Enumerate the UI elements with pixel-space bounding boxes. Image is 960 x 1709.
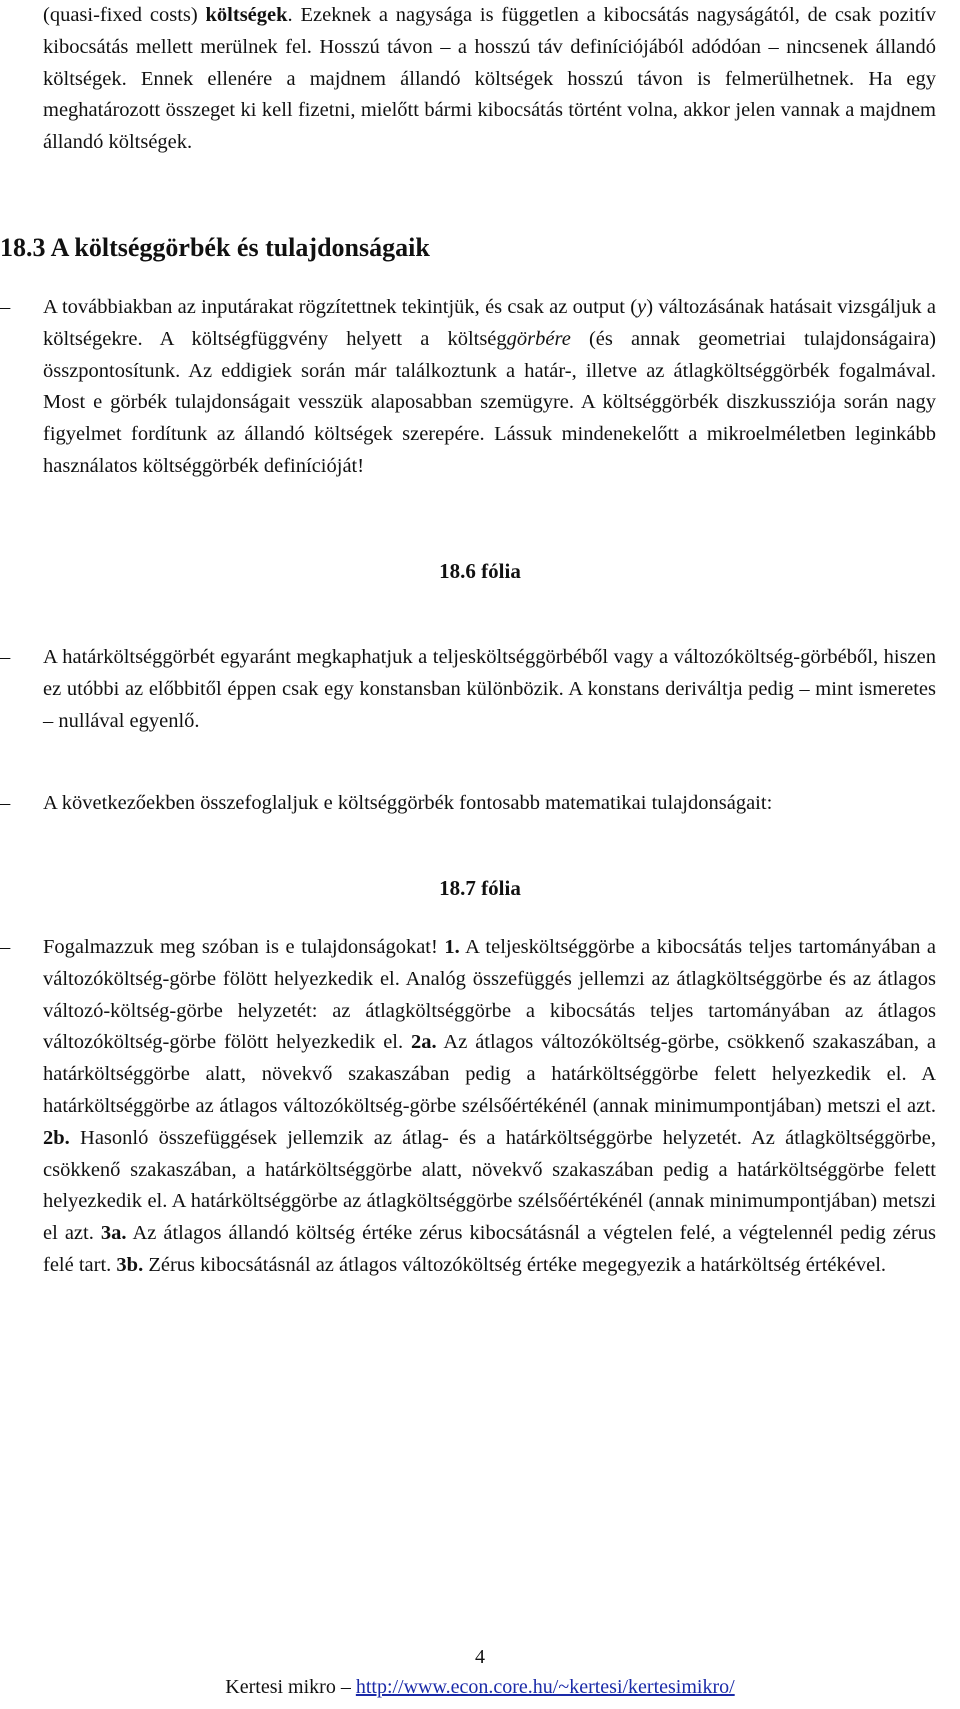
bullet-dash: – [0,792,11,814]
para4-text-d: Hasonló összefüggések jellemzik az átlag- és a határköltséggörbe helyzetét. Az átlagköltséggörbe, csökkenő szakaszában, a határköltséggörbe alatt, növekvő szakaszában pedig a határköltséggörbe felett helyezkedik el. A határköltséggörbe az átlagköltséggörbe szélsőértékénél (annak minimumpontjában) metszi el azt. [43,1126,936,1245]
marker-1: 1. [444,936,460,958]
intro-text: (quasi-fixed costs) [43,4,206,26]
para4-text-b: A teljesköltséggörbe a kibocsátás teljes tartományában a változóköltség-görbe fölött helyezkedik el. Analóg összefüggés jellemzi az átlagköltséggörbe és az átlagos változó-költség-görbe helyzetét: az átlagköltséggörbe a kibocsátás teljes tartományában az átlagos változóköltség-görbe fölött helyezkedik el. [43,936,936,1054]
bullet-dash: – [0,936,11,958]
variable-y: y [637,296,647,318]
para1-text-c: (és annak geometriai tulajdonságaira) összpontosítunk. Az eddigiek során már találkoztunk a határ-, illetve az átlagköltséggörbék fogalmával. Most e görbék tulajdonságait vesszük alaposabban szemügyre. A költséggörbék diszkussziója során nagy figyelmet fordítunk az állandó költségek szerepére. Lássuk mindenekelőtt a mikroelméletben leginkább használatos költséggörbék definícióját! [43,327,936,477]
section-heading: 18.3 A költséggörbék és tulajdonságaik [0,233,430,262]
para1-text: A továbbiakban az inputárakat rögzítettnek tekintjük, és csak az output ( [43,296,638,318]
page-footer [0,1672,960,1704]
paragraph-properties [43,932,936,1282]
para4-text-c: Az átlagos változóköltség-görbe, csökkenő szakaszában, a határköltséggörbe alatt, növekvő szakaszában pedig a határköltséggörbe felett helyezkedik el. A határköltséggörbe az átlagos változóköltség-görbe szélsőértékénél (annak minimumpontjában) metszi el azt. [43,1031,936,1117]
marker-2b: 2b. [43,1126,70,1149]
intro-paragraph [43,0,936,159]
paragraph-marginal-cost: A határköltséggörbét egyaránt megkaphatjuk a teljesköltséggörbéből vagy a változóköltség-görbéből, hiszen ez utóbbi az előbbitől éppen csak egy konstansban különbözik. A konstans deriváltja pedig – mint ismeretes – nullával egyenlő. [43,646,936,732]
italic-term: görbére [506,327,571,350]
para4-text: Fogalmazzuk meg szóban is e tulajdonságokat! [43,936,445,958]
intro-bold-term: költségek [205,4,288,26]
para4-text-e: Az átlagos állandó költség értéke zérus kibocsátásnál a végtelen felé, a végtelennél pedig zérus felé tart. [43,1222,936,1276]
paragraph-cost-curves [43,292,936,483]
bullet-dash: – [0,296,11,318]
bullet-dash: – [0,646,11,668]
slide-reference-1: 18.6 fólia [439,559,521,583]
marker-3a: 3a. [100,1222,127,1245]
para4-text-f: Zérus kibocsátásnál az átlagos változóköltség értéke megegyezik a határköltség értékével. [143,1253,887,1276]
marker-2a: 2a. [411,1031,437,1054]
footer-link[interactable]: http://www.econ.core.hu/~kertesi/kertesimikro/ [355,1676,735,1698]
intro-text-rest: . Ezeknek a nagysága is független a kibocsátás nagyságától, de csak pozitív kibocsátás mellett merülnek fel. Hosszú távon – a hosszú táv definíciójából adódóan – nincsenek állandó költségek. Ennek ellenére a majdnem állandó költségek hosszú távon is felmerülhetnek. Ha egy meghatározott összeget ki kell fizetni, mielőtt bármi kibocsátás történt volna, akkor jelen vannak a majdnem állandó költségek. [43,4,936,154]
slide-reference-2: 18.7 fólia [439,876,521,900]
page-number: 4 [475,1646,485,1668]
footer-prefix: Kertesi mikro – [225,1676,356,1698]
marker-3b: 3b. [116,1253,144,1276]
paragraph-summary: A következőekben összefoglaljuk e költséggörbék fontosabb matematikai tulajdonságait: [43,792,773,814]
para1-text-b: ) változásának hatásait vizsgáljuk a költségekre. A költségfüggvény helyett a költség [43,296,936,350]
